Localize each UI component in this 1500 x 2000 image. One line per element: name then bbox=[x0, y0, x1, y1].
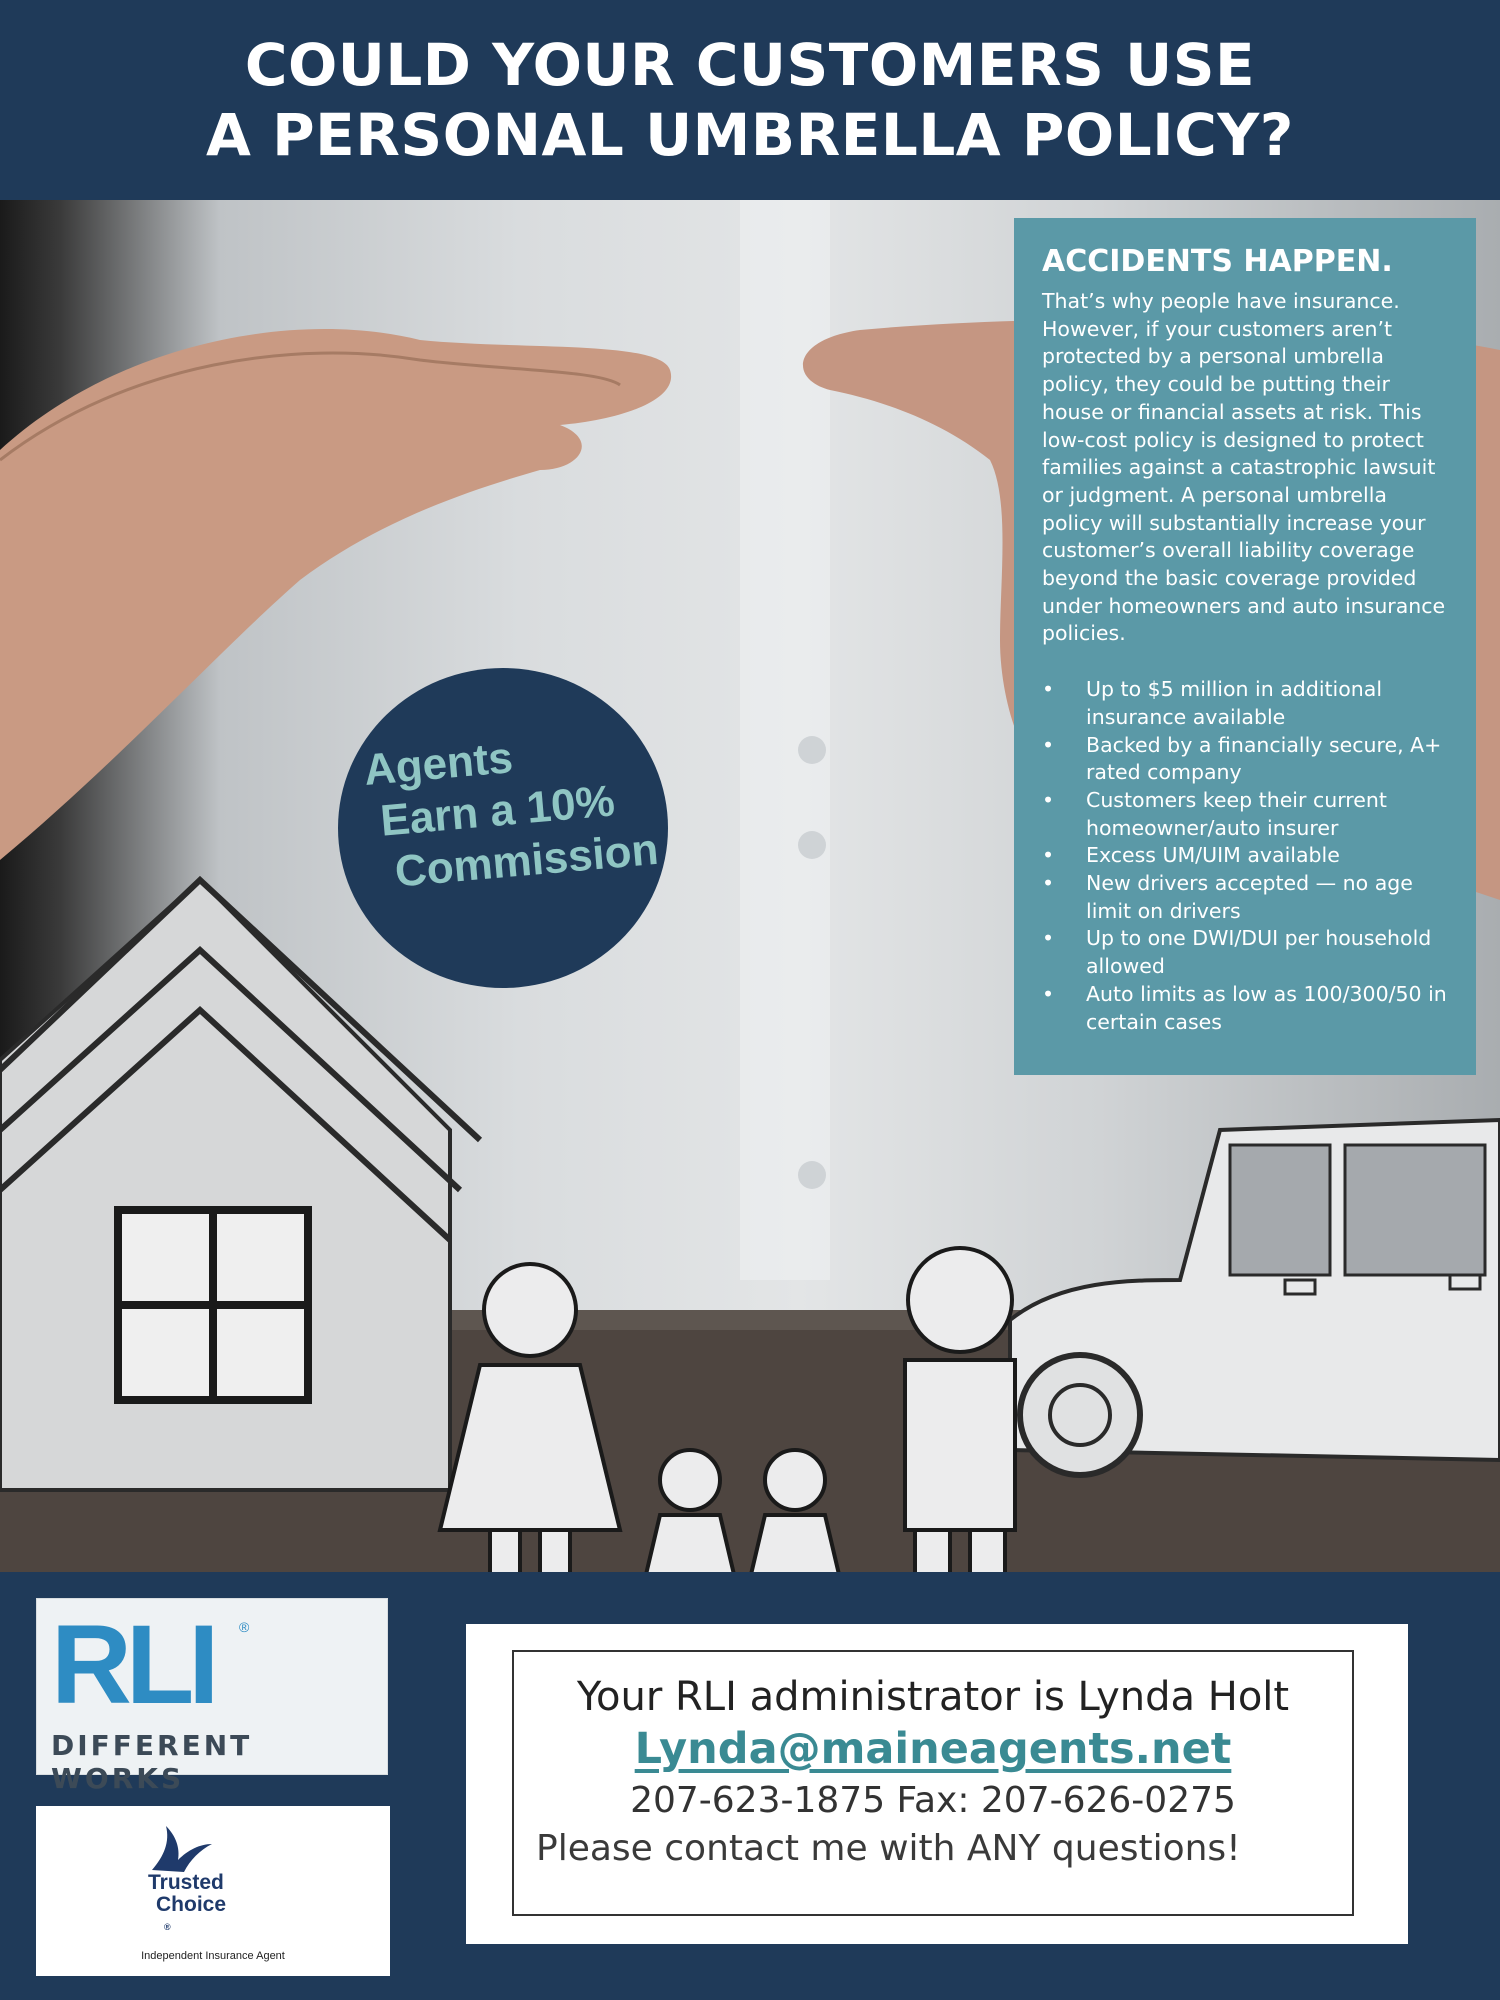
page-title bbox=[206, 30, 1294, 170]
contact-note: Please contact me with ANY questions! bbox=[536, 1828, 1241, 1869]
trusted-choice-name bbox=[148, 1872, 226, 1938]
title-line-1: COULD YOUR CUSTOMERS USE bbox=[244, 31, 1256, 99]
rli-logo bbox=[36, 1598, 388, 1795]
email-link[interactable]: Lynda@maineagents.net bbox=[634, 1724, 1232, 1774]
badge-line-3: Commission bbox=[392, 824, 661, 897]
list-item: • Backed by a financially secure, A+ rated company bbox=[1042, 732, 1450, 787]
list-item: • New drivers accepted — no age limit on drivers bbox=[1042, 870, 1450, 925]
contact-card bbox=[466, 1624, 1408, 1944]
accidents-happen-box bbox=[1014, 218, 1476, 1075]
infobox-body: That’s why people have insurance. However, if your customers aren’t protected by a personal umbrella policy, they could be putting their house or financial assets at risk. This low-cost policy is designed to protect families against a catastrophic lawsuit or judgment. A personal umbrella policy will substantially increase your customer’s overall liability coverage beyond the basic coverage provided under homeowners and auto insurance policies. bbox=[1042, 289, 1446, 646]
tc-registered-mark: ® bbox=[164, 1922, 171, 1932]
tc-name-line-1: Trusted bbox=[148, 1871, 224, 1894]
trusted-choice-logo bbox=[36, 1806, 390, 1976]
infobox-heading: ACCIDENTS HAPPEN. bbox=[1042, 244, 1393, 279]
benefits-list bbox=[1042, 676, 1450, 1036]
trusted-choice-subtitle: Independent Insurance Agent bbox=[141, 1950, 285, 1962]
administrator-line: Your RLI administrator is Lynda Holt bbox=[576, 1674, 1290, 1720]
eagle-icon bbox=[146, 1820, 216, 1876]
title-line-2: A PERSONAL UMBRELLA POLICY? bbox=[206, 101, 1294, 169]
badge-line-2: Earn a 10% bbox=[378, 776, 617, 846]
tc-name-line-2: Choice bbox=[156, 1893, 227, 1916]
rli-tagline: DIFFERENT WORKS bbox=[51, 1729, 253, 1795]
list-item: • Excess UM/UIM available bbox=[1042, 842, 1450, 870]
header-banner bbox=[0, 0, 1500, 200]
badge-line-1: Agents bbox=[361, 733, 515, 795]
phone-fax-line: 207-623-1875 Fax: 207-626-0275 bbox=[630, 1780, 1236, 1821]
contact-card-border bbox=[512, 1650, 1354, 1916]
rli-wordmark: RLI bbox=[51, 1602, 214, 1727]
rli-registered-mark: ® bbox=[239, 1619, 250, 1635]
list-item: • Up to $5 million in additional insurance available bbox=[1042, 676, 1450, 731]
commission-badge bbox=[338, 668, 668, 988]
list-item: • Customers keep their current homeowner/auto insurer bbox=[1042, 787, 1450, 842]
commission-badge-text bbox=[362, 715, 714, 900]
list-item: • Auto limits as low as 100/300/50 in certain cases bbox=[1042, 981, 1450, 1036]
list-item: • Up to one DWI/DUI per household allowed bbox=[1042, 925, 1450, 980]
